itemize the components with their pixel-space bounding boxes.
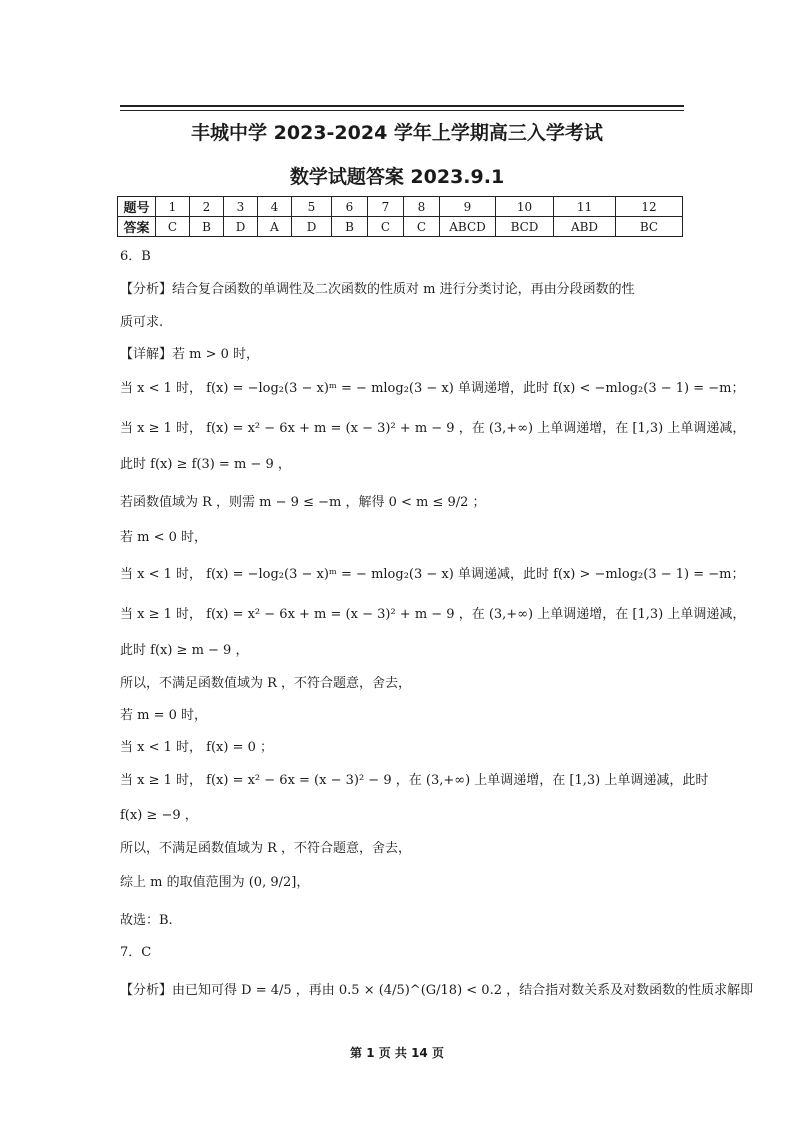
table-cell: 9	[440, 197, 496, 217]
table-cell: ABCD	[440, 217, 496, 237]
table-cell: B	[190, 217, 224, 237]
question-6-heading: 6．B	[120, 249, 151, 264]
document-title: 丰城中学 2023-2024 学年上学期高三入学考试	[191, 122, 603, 144]
detail-line: 所以，不满足函数值域为 R ，不符合题意，舍去，	[120, 676, 412, 691]
row-label-answer: 答案	[118, 217, 156, 237]
table-cell: 6	[332, 197, 368, 217]
document-subtitle: 数学试题答案 2023.9.1	[289, 166, 505, 188]
table-cell: 8	[404, 197, 440, 217]
detail-line: 当 x < 1 时， f(x) = −log₂(3 − x)ᵐ = − mlog₂(3 − x) 单调递增，此时 f(x) < −mlog₂(3 − 1) = −m；	[120, 381, 745, 396]
detail-line: f(x) ≥ −9 ，	[120, 808, 198, 823]
table-cell: D	[292, 217, 332, 237]
detail-line: 当 x < 1 时， f(x) = 0 ；	[120, 740, 274, 755]
analysis-line: 【分析】结合复合函数的单调性及二次函数的性质对 m 进行分类讨论，再由分段函数的性	[120, 282, 635, 297]
detail-line: 此时 f(x) ≥ m − 9 ，	[120, 643, 249, 658]
top-double-rule-thick	[120, 105, 684, 107]
table-cell: B	[332, 217, 368, 237]
analysis-line: 【分析】由已知可得 D = 4/5 ，再由 0.5 × (4/5)^(G/18) < 0.2 ，结合指对数关系及对数函数的性质求解即	[120, 983, 754, 998]
table-cell: C	[368, 217, 404, 237]
table-cell: 2	[190, 197, 224, 217]
table-cell: C	[156, 217, 190, 237]
table-cell: 10	[496, 197, 554, 217]
detail-line: 所以，不满足函数值域为 R ，不符合题意，舍去，	[120, 841, 412, 856]
table-cell: 7	[368, 197, 404, 217]
detail-line: 当 x ≥ 1 时， f(x) = x² − 6x + m = (x − 3)² + m − 9 ，在 (3,+∞) 上单调递增，在 [1,3) 上单调递减，	[120, 421, 746, 436]
table-cell: D	[224, 217, 258, 237]
detail-line: 若 m < 0 时，	[120, 530, 208, 545]
detail-line: 若函数值域为 R ，则需 m − 9 ≤ −m ，解得 0 < m ≤ 9/2 ；	[120, 495, 486, 510]
answer-table	[117, 196, 683, 237]
page-footer: 第 1 页 共 14 页	[350, 1046, 444, 1060]
table-cell: 1	[156, 197, 190, 217]
detail-line: 此时 f(x) ≥ f(3) = m − 9 ，	[120, 457, 291, 472]
top-double-rule-thin	[120, 110, 684, 111]
table-cell: 12	[616, 197, 683, 217]
table-cell: 5	[292, 197, 332, 217]
detail-line: 若 m = 0 时，	[120, 708, 208, 723]
detail-line: 当 x ≥ 1 时， f(x) = x² − 6x + m = (x − 3)² + m − 9 ，在 (3,+∞) 上单调递增，在 [1,3) 上单调递减，	[120, 607, 746, 622]
answer-row	[118, 217, 683, 237]
detail-line: 【详解】若 m > 0 时，	[120, 347, 260, 362]
analysis-line: 质可求.	[120, 315, 164, 330]
question-number-row	[118, 197, 683, 217]
detail-line: 当 x ≥ 1 时， f(x) = x² − 6x = (x − 3)² − 9 ，在 (3,+∞) 上单调递增，在 [1,3) 上单调递减，此时	[120, 773, 709, 788]
table-cell: 11	[554, 197, 616, 217]
table-cell: BCD	[496, 217, 554, 237]
table-cell: C	[404, 217, 440, 237]
table-cell: ABD	[554, 217, 616, 237]
table-cell: BC	[616, 217, 683, 237]
detail-line: 当 x < 1 时， f(x) = −log₂(3 − x)ᵐ = − mlog₂(3 − x) 单调递减，此时 f(x) > −mlog₂(3 − 1) = −m；	[120, 567, 745, 582]
detail-line: 综上 m 的取值范围为 (0, 9/2]，	[120, 875, 310, 890]
table-cell: A	[258, 217, 292, 237]
question-7-heading: 7．C	[120, 945, 152, 960]
table-cell: 4	[258, 197, 292, 217]
detail-line: 故选：B.	[120, 913, 173, 928]
table-cell: 3	[224, 197, 258, 217]
row-label-number: 题号	[118, 197, 156, 217]
